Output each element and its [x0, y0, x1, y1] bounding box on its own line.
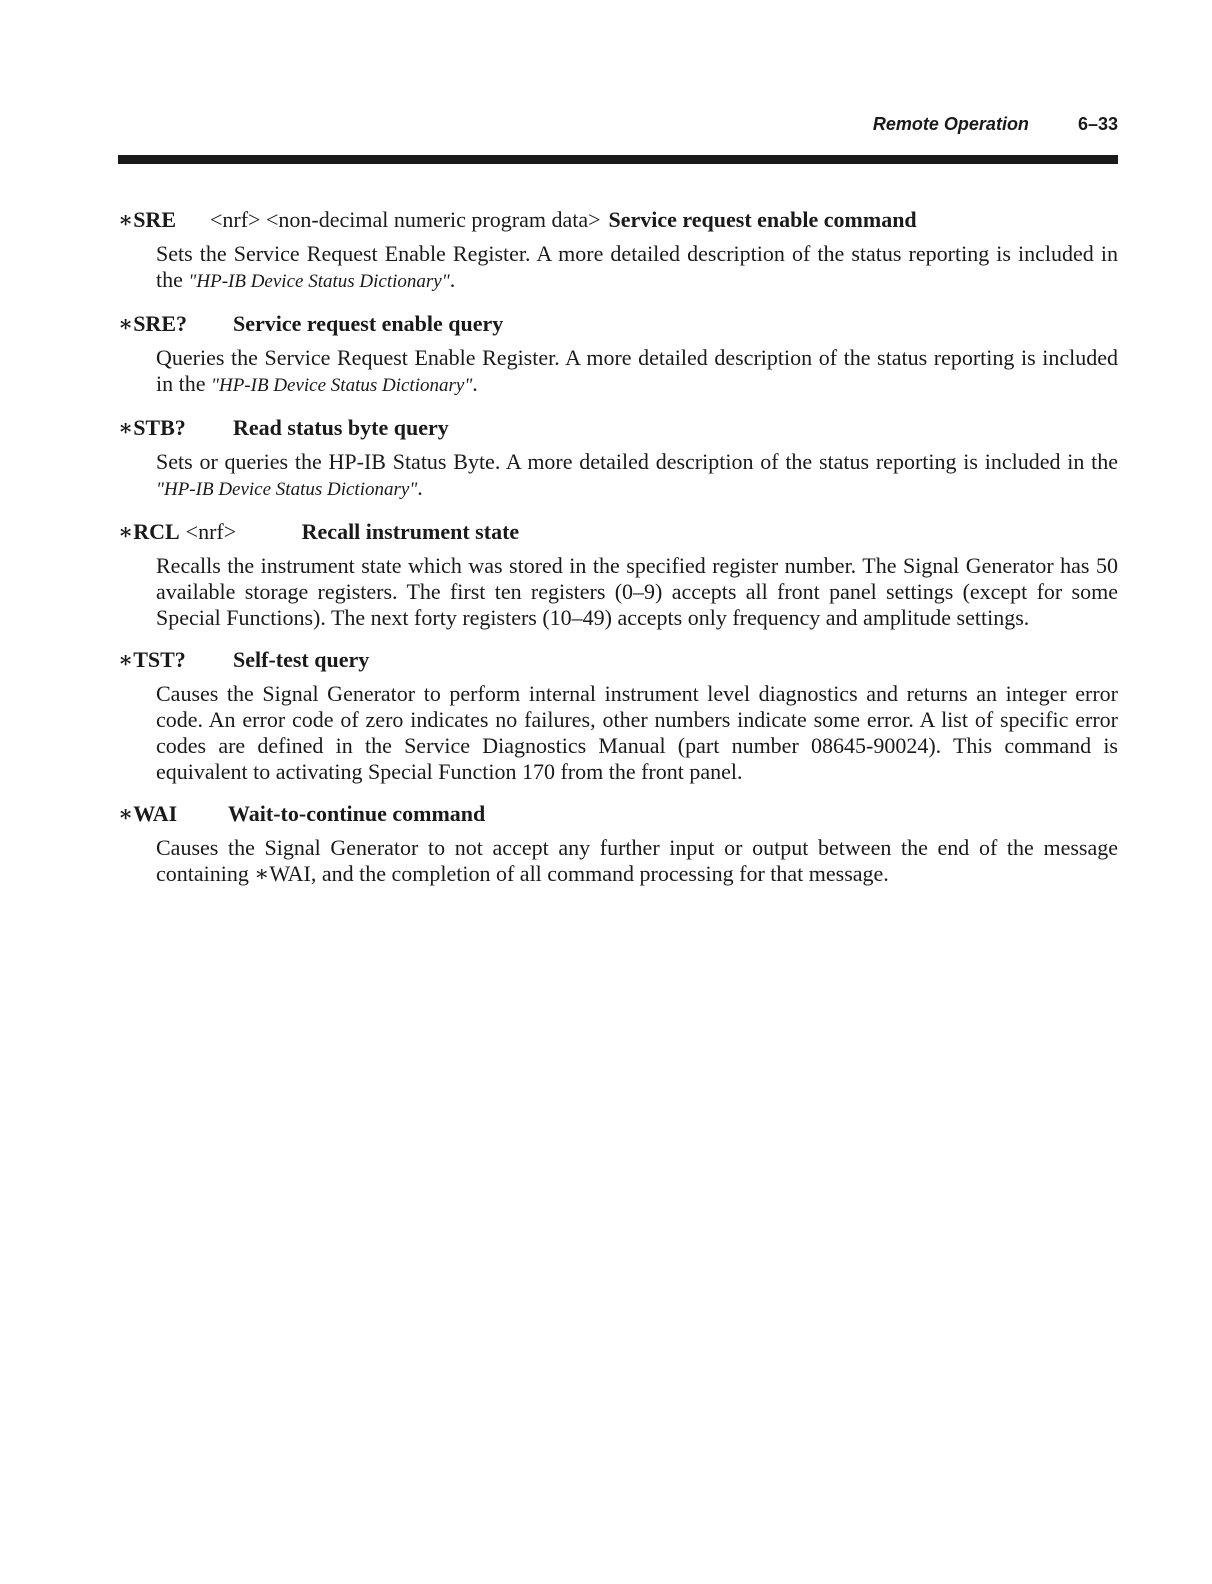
- command-title: Read status byte query: [233, 415, 449, 440]
- reference-title: "HP-IB Device Status Dictionary": [188, 271, 450, 292]
- description-end: .: [472, 371, 478, 396]
- description-text: Sets the Service Request Enable Register. A more detailed description of the status reporting is included in the: [156, 241, 1118, 292]
- section-title: Remote Operation: [872, 114, 1029, 134]
- command-description: [156, 345, 1118, 399]
- command-list: [118, 205, 1118, 901]
- command-description: Causes the Signal Generator to not accept any further input or output between the end of the message containing ∗WAI, and the completion of all command processing for that message.: [156, 835, 1118, 886]
- reference-title: "HP-IB Device Status Dictionary": [211, 375, 473, 396]
- entry-sre: [118, 205, 1118, 295]
- entry-heading: [118, 309, 1118, 339]
- entry-rcl: [118, 517, 1118, 631]
- command-title: Service request enable command: [608, 207, 917, 232]
- command-name: ∗SRE?: [118, 311, 187, 336]
- entry-heading: [118, 645, 1118, 675]
- entry-wai: [118, 799, 1118, 887]
- command-name: ∗SRE: [118, 207, 176, 232]
- entry-heading: [118, 413, 1118, 443]
- entry-tst-query: [118, 645, 1118, 785]
- entry-sre-query: [118, 309, 1118, 399]
- command-title: Recall instrument state: [301, 519, 520, 544]
- command-description: [156, 241, 1118, 295]
- command-params: <nrf> <non-decimal numeric program data>: [210, 207, 601, 232]
- description-end: .: [449, 267, 456, 292]
- command-name: ∗STB?: [118, 415, 186, 440]
- command-name: ∗WAI: [118, 801, 178, 826]
- command-title: Service request enable query: [233, 311, 504, 336]
- command-description: Recalls the instrument state which was stored in the specified register number. The Signal Generator has 50 available storage registers. The first ten registers (0–9) accepts all front panel settings (except for some Special Functions). The next forty registers (10–49) accepts only frequency and amplitude settings.: [156, 553, 1118, 630]
- command-name: ∗TST?: [118, 647, 186, 672]
- page-header: [873, 114, 1118, 135]
- reference-title: "HP-IB Device Status Dictionary": [156, 479, 418, 500]
- entry-heading: [118, 205, 1118, 235]
- command-title: Self-test query: [233, 647, 370, 672]
- command-title: Wait-to-continue command: [228, 801, 486, 826]
- command-description: [156, 449, 1118, 503]
- command-description: Causes the Signal Generator to perform internal instrument level diagnostics and returns an integer error code. An error code of zero indicates no failures, other numbers indicate some error. A list of specific error codes are defined in the Service Diagnostics Manual (part number 08645-90024). This command is equivalent to activating Special Function 170 from the front panel.: [156, 681, 1118, 784]
- page-number: 6–33: [1077, 114, 1118, 134]
- entry-heading: [118, 517, 1118, 547]
- entry-heading: [118, 799, 1118, 829]
- entry-stb-query: [118, 413, 1118, 503]
- header-rule: [118, 155, 1118, 164]
- command-name: ∗RCL: [118, 519, 180, 544]
- description-text: Sets or queries the HP-IB Status Byte. A more detailed description of the status reporting is included in the: [156, 449, 1118, 474]
- description-text: Queries the Service Request Enable Register. A more detailed description of the status reporting is included in the: [156, 345, 1118, 396]
- command-params: <nrf>: [185, 519, 237, 544]
- description-end: .: [417, 475, 423, 500]
